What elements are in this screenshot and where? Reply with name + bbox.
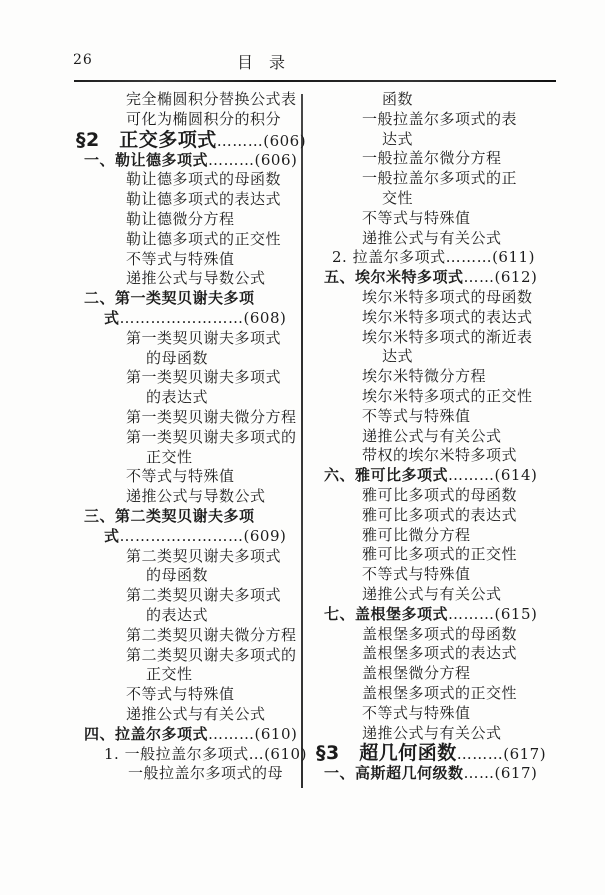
toc-line-text: ………(615) <box>448 604 538 623</box>
toc-line-text: 交性 <box>382 188 414 207</box>
toc-line-text: 雅可比多项式的表达式 <box>362 505 518 524</box>
toc-line-text: ……………………(608) <box>119 308 287 327</box>
toc-line-text: 勒让德多项式的母函数 <box>126 170 282 189</box>
toc-line <box>60 665 302 685</box>
header-rule <box>74 80 556 82</box>
toc-entry-line <box>60 725 302 745</box>
toc-line-text: ………(610) <box>208 724 298 743</box>
toc-line <box>306 446 562 466</box>
toc-line-text: 递推公式与有关公式 <box>362 584 502 603</box>
toc-line-text: 正交性 <box>146 447 193 466</box>
toc-line <box>306 526 562 546</box>
toc-line <box>60 586 302 606</box>
toc-line <box>306 644 562 664</box>
toc-line-text: 不等式与特殊值 <box>126 467 235 486</box>
toc-line <box>60 190 302 210</box>
toc-entry-line <box>306 466 562 486</box>
toc-line <box>60 448 302 468</box>
toc-entry-line <box>60 151 302 171</box>
toc-line-title: 七、盖根堡多项式 <box>324 604 449 623</box>
toc-line-title: 六、雅可比多项式 <box>324 466 449 485</box>
toc-entry-line <box>60 309 302 329</box>
toc-line <box>60 90 302 110</box>
toc-line <box>306 308 562 328</box>
toc-line-text: 函数 <box>382 90 414 108</box>
toc-section-line <box>306 743 562 764</box>
toc-line-text: 达式 <box>382 347 414 366</box>
toc-line <box>60 467 302 487</box>
toc-line <box>306 367 562 387</box>
toc-line-text: 雅可比微分方程 <box>362 525 471 544</box>
toc-line <box>60 705 302 725</box>
toc-line <box>60 547 302 567</box>
toc-line-text: ………(606) <box>216 131 307 150</box>
toc-line-text: 递推公式与导数公式 <box>126 269 266 288</box>
toc-line-text: 一般拉盖尔微分方程 <box>362 149 502 168</box>
toc-line-text: 勒让德微分方程 <box>126 209 235 228</box>
toc-column-left <box>60 90 307 784</box>
toc-line <box>60 685 302 705</box>
toc-line-text: 可化为椭圆积分的积分 <box>126 109 282 128</box>
toc-line <box>60 110 302 130</box>
toc-line-text: 埃尔米特多项式的渐近表 <box>362 327 533 346</box>
toc-line <box>306 427 562 447</box>
toc-line-text: 第二类契贝谢夫多项式 <box>126 586 282 605</box>
toc-line-text: 1. 一般拉盖尔多项式…(610) <box>104 744 307 763</box>
toc-line-text: ………(617) <box>456 745 547 764</box>
toc-line <box>60 408 302 428</box>
toc-line <box>306 288 562 308</box>
toc-line-text: ……(617) <box>463 764 538 783</box>
toc-line-text: 一般拉盖尔多项式的正 <box>362 169 518 188</box>
page-title: 目 录 <box>237 53 286 72</box>
page-number: 26 <box>73 52 93 68</box>
toc-line <box>60 329 302 349</box>
toc-line-text: 不等式与特殊值 <box>362 406 471 425</box>
toc-line <box>306 169 562 189</box>
toc-line-text: 达式 <box>382 129 414 148</box>
toc-line-text: 递推公式与有关公式 <box>362 228 502 247</box>
toc-line <box>306 625 562 645</box>
toc-line-text: 不等式与特殊值 <box>362 565 471 584</box>
toc-line <box>306 110 562 130</box>
toc-line <box>60 388 302 408</box>
toc-line-text: 的表达式 <box>146 605 209 624</box>
toc-line <box>60 646 302 666</box>
toc-line-text: 第二类契贝谢夫多项式的 <box>126 645 297 664</box>
toc-line-text: 盖根堡多项式的母函数 <box>362 624 518 643</box>
toc-line <box>60 269 302 289</box>
toc-line-text: 一般拉盖尔多项式的母 <box>128 764 284 783</box>
toc-entry-line <box>60 507 302 527</box>
toc-line <box>60 487 302 507</box>
toc-line <box>60 764 302 784</box>
toc-line <box>60 170 302 190</box>
toc-line <box>60 368 302 388</box>
toc-line-text: 的表达式 <box>146 388 209 407</box>
toc-line-text: 第一类契贝谢夫多项式的 <box>126 427 297 446</box>
toc-line <box>60 606 302 626</box>
toc-line <box>306 328 562 348</box>
toc-line-text: 雅可比多项式的正交性 <box>362 545 518 564</box>
toc-line-text: 递推公式与有关公式 <box>126 704 266 723</box>
toc-line <box>306 189 562 209</box>
toc-line <box>60 250 302 270</box>
toc-line-text: 不等式与特殊值 <box>126 685 235 704</box>
toc-line <box>306 387 562 407</box>
toc-line-text: 第二类契贝谢夫微分方程 <box>126 625 297 644</box>
toc-line-title: 一、勒让德多项式 <box>84 150 209 169</box>
toc-line-text: 不等式与特殊值 <box>126 249 235 268</box>
toc-line-text: 的母函数 <box>146 348 209 367</box>
toc-line-text: 雅可比多项式的母函数 <box>362 485 518 504</box>
toc-line-text: 埃尔米特多项式的正交性 <box>362 386 533 405</box>
toc-line-text: 第二类契贝谢夫多项式 <box>126 546 282 565</box>
toc-line-text: 2. 拉盖尔多项式………(611) <box>332 248 535 267</box>
toc-line-text: ………(606) <box>208 150 298 169</box>
toc-line-title: 一、高斯超几何级数 <box>324 764 464 783</box>
toc-line-text: 埃尔米特微分方程 <box>362 367 487 386</box>
toc-line <box>306 130 562 150</box>
toc-line-title: §2 正交多项式 <box>76 128 217 151</box>
toc-line-text: 完全椭圆积分替换公式表 <box>126 90 297 108</box>
toc-line <box>60 349 302 369</box>
toc-line <box>306 229 562 249</box>
toc-entry-line <box>306 268 562 288</box>
toc-line <box>60 210 302 230</box>
toc-line <box>306 209 562 229</box>
toc-line <box>60 428 302 448</box>
toc-entry-line <box>60 289 302 309</box>
toc-line <box>306 724 562 744</box>
toc-line <box>306 149 562 169</box>
toc-line <box>60 744 307 765</box>
toc-line-text: 递推公式与有关公式 <box>362 426 502 445</box>
toc-line-title: 式 <box>104 308 120 327</box>
toc-line <box>60 230 302 250</box>
toc-line <box>306 684 562 704</box>
toc-line-title: 二、第一类契贝谢夫多项 <box>84 289 255 308</box>
toc-line-title: 五、埃尔米特多项式 <box>324 268 464 287</box>
toc-line-text: 盖根堡微分方程 <box>362 664 471 683</box>
toc-line-title: §3 超几何函数 <box>316 742 457 765</box>
toc-line-text: 盖根堡多项式的正交性 <box>362 683 518 702</box>
toc-line <box>306 704 562 724</box>
toc-line-text: 递推公式与有关公式 <box>362 723 502 742</box>
toc-line-text: 的母函数 <box>146 566 209 585</box>
toc-line <box>60 626 302 646</box>
toc-line <box>306 486 562 506</box>
toc-line <box>306 407 562 427</box>
toc-line-title: 式 <box>104 526 120 545</box>
toc-line <box>306 248 562 268</box>
toc-line <box>306 347 562 367</box>
toc-line-text: ……(612) <box>463 268 538 287</box>
toc-line-text: 盖根堡多项式的表达式 <box>362 644 518 663</box>
toc-line <box>306 585 562 605</box>
toc-line-text: 不等式与特殊值 <box>362 703 471 722</box>
toc-line-text: 第一类契贝谢夫多项式 <box>126 368 282 387</box>
toc-entry-line <box>306 764 562 784</box>
toc-line-text: 第一类契贝谢夫多项式 <box>126 328 282 347</box>
toc-line-text: 勒让德多项式的表达式 <box>126 190 282 209</box>
toc-line <box>306 565 562 585</box>
toc-line-text: 勒让德多项式的正交性 <box>126 229 282 248</box>
toc-line <box>306 664 562 684</box>
toc-line-title: 四、拉盖尔多项式 <box>84 724 209 743</box>
toc-line-text: 带权的埃尔米特多项式 <box>362 446 518 465</box>
toc-line-text: 一般拉盖尔多项式的表 <box>362 109 518 128</box>
toc-line <box>306 545 562 565</box>
toc-line-text: 正交性 <box>146 665 193 684</box>
toc-line-text: 第一类契贝谢夫微分方程 <box>126 407 297 426</box>
toc-entry-line <box>60 527 302 547</box>
toc-column-right <box>306 90 562 784</box>
toc-line <box>306 90 562 110</box>
toc-line-text: 不等式与特殊值 <box>362 208 471 227</box>
toc-entry-line <box>306 605 562 625</box>
toc-line-text: ……………………(609) <box>119 526 287 545</box>
toc-section-line <box>60 128 307 151</box>
toc-line <box>60 566 302 586</box>
toc-line-text: 埃尔米特多项式的母函数 <box>362 287 533 306</box>
toc-line-text: 埃尔米特多项式的表达式 <box>362 307 533 326</box>
toc-line <box>306 506 562 526</box>
toc-line-title: 三、第二类契贝谢夫多项 <box>84 506 255 525</box>
toc-line-text: 递推公式与导数公式 <box>126 487 266 506</box>
toc-line-text: ………(614) <box>448 466 538 485</box>
